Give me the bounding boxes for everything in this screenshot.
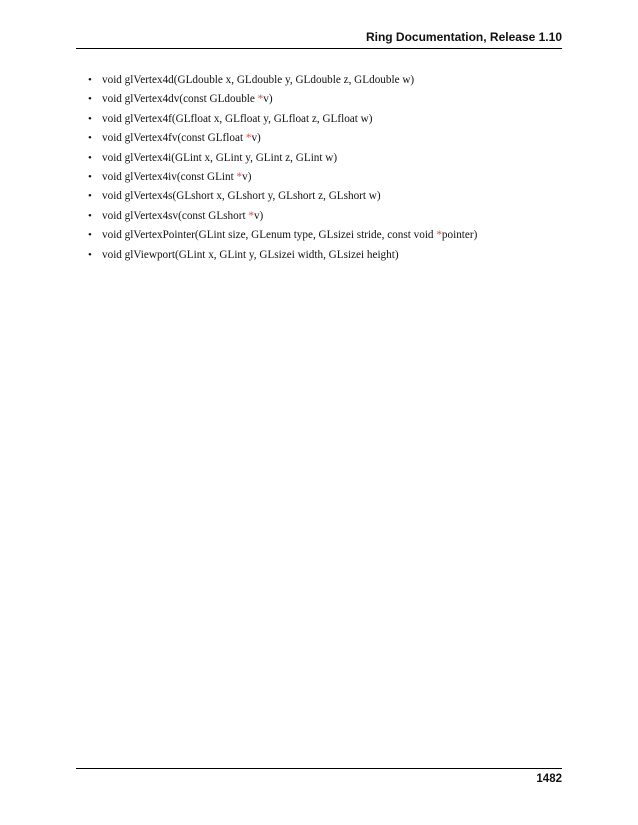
function-signature-text: void glVertex4d(GLdouble x, GLdouble y, GLdouble z, GLdouble w) [102,74,415,86]
bullet-icon: • [88,209,92,222]
function-list-item [88,131,477,150]
header-divider [76,48,562,49]
page-number: 1482 [536,773,562,785]
function-signature-text: void glViewport(GLint x, GLint y, GLsizei width, GLsizei height) [102,248,399,261]
bullet-icon: • [88,74,92,86]
page-header-title: Ring Documentation, Release 1.10 [365,30,562,44]
footer-divider [76,768,562,769]
function-signature-text: void glVertex4sv(const GLshort [102,209,249,222]
function-signature-tail: v) [253,209,264,222]
function-signature-tail: v) [263,93,273,106]
bullet-icon: • [88,93,92,106]
function-signature-text: void glVertex4iv(const GLint [102,170,237,183]
pointer-star: * [257,93,264,106]
function-signature-tail: v) [242,170,252,183]
pointer-star: * [236,170,243,183]
pointer-star: * [436,229,442,242]
function-list-item [88,73,477,92]
function-list-item [88,189,477,208]
function-signature-text: void glVertex4i(GLint x, GLint y, GLint z, GLint w) [102,151,338,164]
bullet-icon: • [88,170,92,183]
pointer-star: * [248,209,254,222]
bullet-icon: • [88,229,92,242]
bullet-icon: • [88,248,92,261]
pointer-star: * [245,132,252,145]
bullet-icon: • [88,112,92,125]
function-list-item [88,170,477,189]
function-list-item [88,209,477,228]
function-list-item [88,248,477,267]
function-signature-tail: pointer) [441,229,478,242]
function-list-item [88,228,477,247]
function-list-item [88,92,477,111]
function-signature-text: void glVertex4fv(const GLfloat [102,132,246,145]
function-list [88,73,477,267]
function-list-item [88,112,477,131]
bullet-icon: • [88,190,92,203]
function-signature-tail: v) [251,132,261,145]
function-signature-text: void glVertex4s(GLshort x, GLshort y, GLshort z, GLshort w) [102,190,381,203]
function-signature-text: void glVertex4f(GLfloat x, GLfloat y, GLfloat z, GLfloat w) [102,112,373,125]
bullet-icon: • [88,151,92,164]
function-signature-text: void glVertex4dv(const GLdouble [102,93,258,106]
bullet-icon: • [88,132,92,145]
function-signature-text: void glVertexPointer(GLint size, GLenum type, GLsizei stride, const void [102,229,437,242]
function-list-item [88,151,477,170]
